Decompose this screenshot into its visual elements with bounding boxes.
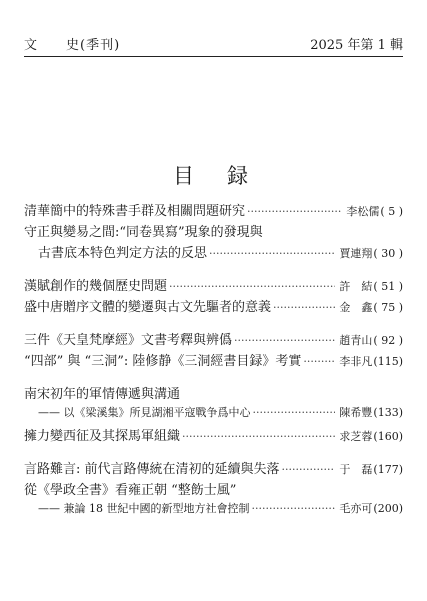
page-title: 目 録 (173, 164, 254, 188)
toc-entry (24, 275, 403, 296)
toc-entry (24, 500, 403, 521)
leader-dots (253, 406, 336, 419)
toc-entry (24, 296, 403, 317)
toc-entry-author: 趙青山 (339, 334, 373, 347)
toc-entry (24, 350, 403, 371)
journal-name: 文 史(季刊) (24, 38, 121, 53)
toc-entry (24, 425, 403, 446)
toc-entry-title: 擁力變西征及其探馬軍組織 (24, 429, 181, 444)
toc-entry-author: 李松儒 (346, 205, 380, 218)
toc-entry-page: (200) (373, 502, 403, 515)
toc-group (24, 383, 403, 446)
toc-entry-title: 清華簡中的特殊書手群及相關問題研究 (24, 204, 246, 219)
toc-entry-title: 南宋初年的軍情傳遞與溝通 (24, 387, 181, 402)
leader-dots (273, 301, 335, 314)
running-header (24, 34, 403, 57)
toc-entry (24, 221, 403, 242)
leader-dots (247, 205, 342, 218)
toc-entry-author: 許 結 (339, 280, 373, 293)
toc-entry-page: (160) (373, 430, 403, 443)
toc-entry (24, 458, 403, 479)
toc-entry-author: 毛亦可 (339, 502, 373, 515)
leader-dots (169, 280, 335, 293)
issue-label: 2025 年第 1 輯 (310, 38, 403, 53)
toc-entry-subtitle: —— 以《梁溪集》所見湖湘平寇戰争爲中心 (38, 406, 251, 419)
toc-entry-author: 于 磊 (339, 463, 373, 476)
toc-entry-page: ( 5 ) (380, 205, 403, 218)
toc-entry (24, 383, 403, 404)
leader-dots (303, 355, 335, 368)
leader-dots (282, 463, 336, 476)
toc-entry-title: 言路難言: 前代言路傳統在清初的延續與失落 (24, 462, 280, 477)
toc-entry (24, 242, 403, 263)
leader-dots (252, 502, 336, 515)
toc-entry-page: (115) (373, 355, 403, 368)
toc-entry-page: ( 30 ) (373, 247, 403, 260)
toc-group (24, 200, 403, 263)
toc-entry-author: 陳希豐 (339, 406, 373, 419)
toc-group (24, 458, 403, 521)
table-of-contents (24, 200, 403, 533)
leader-dots (234, 334, 335, 347)
toc-entry-author: 賈連翔 (339, 247, 373, 260)
toc-entry-subtitle: —— 兼論 18 世紀中國的新型地方社會控制 (38, 502, 250, 515)
toc-entry-title: 三件《天皇梵摩經》文書考釋與辨僞 (24, 333, 233, 348)
toc-entry-page: ( 51 ) (373, 280, 403, 293)
toc-entry-title: “四部” 與 “三洞”: 陸修静《三洞經書目録》考實 (24, 354, 302, 369)
toc-entry (24, 329, 403, 350)
toc-entry-page: ( 92 ) (373, 334, 403, 347)
toc-entry-title: 漢賦創作的幾個歷史問題 (24, 279, 168, 294)
toc-entry (24, 479, 403, 500)
toc-entry (24, 200, 403, 221)
toc-entry-title: 守正與變易之間:“同卷異寫”現象的發現與 (24, 225, 263, 240)
toc-entry (24, 404, 403, 425)
toc-entry-author: 金 鑫 (339, 301, 373, 314)
toc-entry-page: (133) (373, 406, 403, 419)
toc-entry-page: ( 75 ) (373, 301, 403, 314)
toc-entry-page: (177) (373, 463, 403, 476)
toc-entry-title: 從《學政全書》看雍正朝 “整飭士風” (24, 483, 237, 498)
toc-group (24, 329, 403, 371)
toc-group (24, 275, 403, 317)
toc-entry-author: 李非凡 (339, 355, 373, 368)
toc-entry-title: 盛中唐贈序文體的變遷與古文先驅者的意義 (24, 300, 272, 315)
leader-dots (209, 247, 335, 260)
leader-dots (182, 430, 335, 443)
toc-entry-title: 古書底本特色判定方法的反思 (38, 246, 208, 261)
toc-entry-author: 求芝蓉 (339, 430, 373, 443)
